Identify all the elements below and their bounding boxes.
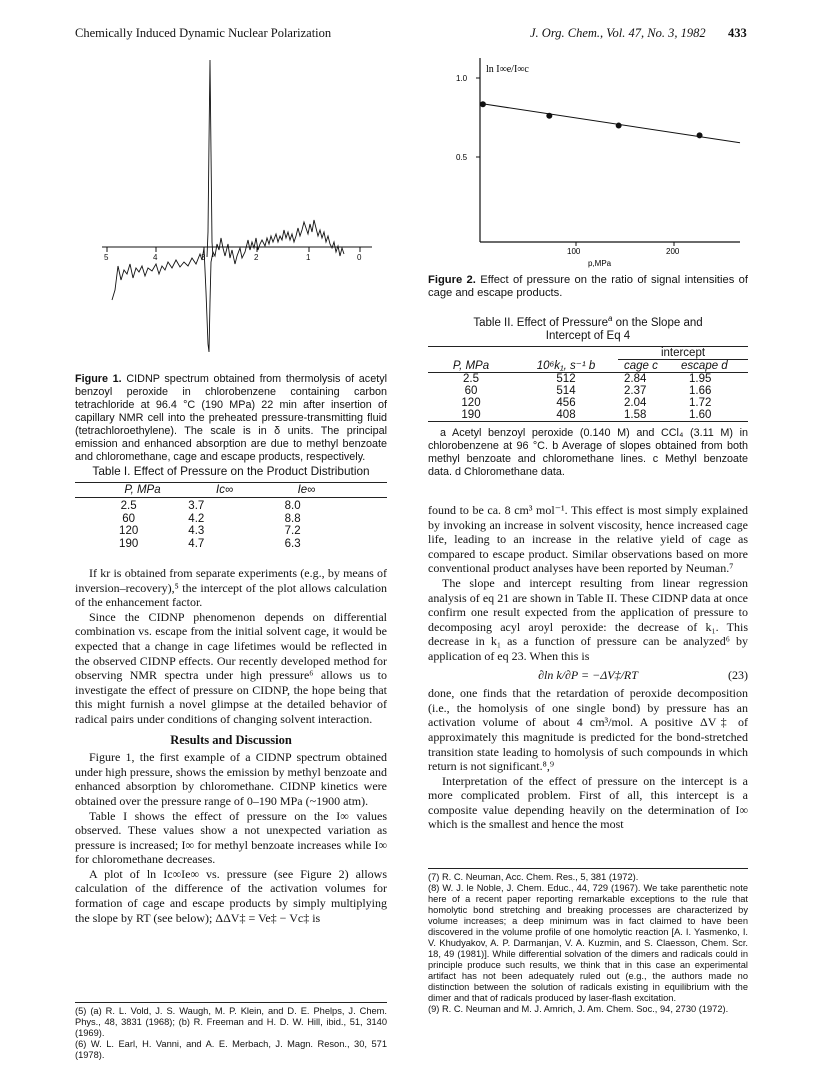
table1-title: Table I. Effect of Pressure on the Product Distribution [92,464,370,478]
figure1-emission-peak [207,60,213,257]
figure1-tick-label: 0 [357,253,362,262]
footnote: (7) R. C. Neuman, Acc. Chem. Res., 5, 381 (1972). [428,872,639,882]
figure1-ticks [107,247,360,252]
paragraph: The slope and intercept resulting from linear regression analysis of eq 21 are shown in Table II. These CIDNP data at once confirm one result expected from the application of pressure to decomposing acyl aroyl peroxide: the decrease of k₁. This decrease in k₁ as a function of pressure can be analyzed⁶ by application of eq 23. When this is [428,575,748,663]
figure2-ytick-label: 0.5 [456,153,468,162]
data-point [480,101,486,107]
footnote: (9) R. C. Neuman and M. J. Amrich, J. Am. Chem. Soc., 94, 2730 (1972). [428,1004,729,1014]
figure1-caption [75,373,387,464]
paragraph: done, one finds that the retardation of peroxide decomposition (i.e., the homolysis of one single bond) by pressure has an activation volume of about 4 cm³/mol. A positive ΔV‡ of approximately this magnitude is predicted for the bond-stretched transition state leading to homolysis of such compounds in which return is not significant.⁸,⁹ [428,686,748,774]
figure2-caption-text: Effect of pressure on the ratio of signal intensities of cage and escape products. [428,274,749,299]
paragraph: Interpretation of the effect of pressure on the intercept is a more complicated problem. First of all, this intercept is a composite value depending heavily on the determination of I∞ which is the smallest and hence the most [428,773,748,832]
table-row: 120 4.3 7.2 [119,525,301,537]
footnote: (6) W. L. Earl, H. Vanni, and A. E. Merbach, J. Magn. Reson., 30, 571 (1978). [75,1039,387,1060]
paragraph: Figure 1, the first example of a CIDNP spectrum obtained under high pressure, shows the emission by methyl benzoate and enhanced absorption by chloromethane. CIDNP kinetics were obtained over the pressure range of 0–190 MPa (~1900 atm). [75,750,387,808]
figure2-caption [428,274,748,300]
table2-header: 10⁶k₁, s⁻¹ b [536,359,596,372]
section-heading: Results and Discussion [170,732,292,747]
footnote-rule [75,1002,387,1003]
data-point [546,113,552,119]
figure1-tick-label: 4 [153,253,158,262]
figure2-chart [448,50,748,275]
table2-header: escape d [681,359,728,372]
page-number: 433 [728,26,747,40]
figure2-ytick-label: 1.0 [456,74,468,83]
footnote: (5) (a) R. L. Vold, J. S. Waugh, M. P. Klein, and D. E. Phelps, J. Chem. Phys., 48, 3831 (1968); (b) R. Freeman and H. D. W. Hill, ibid., 51, 3140 (1969). [75,1006,387,1038]
data-point [697,132,703,138]
right-column-text [428,503,748,832]
journal-citation: J. Org. Chem., Vol. 47, No. 3, 1982 [530,26,706,40]
table1 [75,464,387,550]
figure1-tick-label: 2 [254,253,259,262]
table-row: 120 456 2.04 1.72 [461,396,712,409]
table1-header: P, MPa [124,484,161,496]
paragraph: If kr is obtained from separate experiments (e.g., by means of inversion–recovery),⁵ the intercept of the plot allows calculation of the enhancement factor. [75,566,387,610]
table-row: 2.5 3.7 8.0 [120,500,301,512]
paragraph: A plot of ln Ic∞Ie∞ vs. pressure (see Figure 2) allows calculation of the difference of the activation volumes for formation of cage and escape products by simply multiplying the slope by RT (see below); ΔΔV‡ = Ve‡ − Vc‡ is [75,866,387,925]
figure2-xlabel: p,MPa [588,259,612,268]
table-row: 190 4.7 6.3 [119,537,301,550]
figure1-spectrum [90,52,380,372]
left-column-text [75,566,387,925]
right-footnotes [428,872,748,1015]
table1-body [75,500,375,550]
table2-header: P, MPa [452,359,490,372]
figure1-caption-label: Figure 1. [75,373,122,385]
figure1-trace [112,220,344,352]
figure1-tick-label: 5 [104,253,109,262]
figure1-tick-label: 3 [201,253,206,262]
table1-header: Ie∞ [297,484,316,496]
table1-header: Ic∞ [216,484,234,496]
figure1-caption-text: CIDNP spectrum obtained from thermolysis of acetyl benzoyl peroxide in chlorobenzene containing carbon tetrachloride at 96.4 °C (190 MPa) 22 min after insertion of capillary NMR cell into the preheated pressure-transmitting fluid (tetrachloroethylene). The scale is in δ units. The principal emission and enhanced absorption are due to methyl benzoate and chloromethane, cage and escape products, respectively. [75,373,387,463]
paragraph: Since the CIDNP phenomenon depends on differential combination vs. escape from the initial solvent cage, it would be expected that a change in cage lifetimes would be reflected in the observed CIDNP effects. Our recently developed method for observing NMR spectra under high pressure⁶ allows us to investigate the effect of pressure on CIDNP, the hope being that this might furnish a novel glimpse at the detailed behavior of radical pairs under conditions of changing solvent interaction. [75,609,387,726]
figure2-ylabel: ln I∞e/I∞c [486,64,529,75]
table2 [428,312,748,479]
figure2-caption-label: Figure 2. [428,274,476,286]
data-point [616,123,622,129]
table2-body [428,373,748,422]
table2-title: Table II. Effect of Pressure$^a$ on the Slope and Intercept of Eq 4 [473,314,703,342]
footnote: (8) W. J. le Noble, J. Chem. Educ., 44, 729 (1967). We take parenthetic note here of a recent paper reporting remarkable exceptions to the rule that homolytic bond stretching and breaking processes are characterized by volume increases; a deep minimum was in fact claimed to have been discovered in the volume profile of one homolytic reaction [A. I. Yasmenko, I. V. Khudyakov, A. P. Darmanjan, V. A. Kuzmin, and S. Claesson, Chem. Scr. 18, 49 (1981)]. While differential solvation of the dimers and radicals could in principle produce such results, we think that in this case an experimental artifact has not been adequately ruled out (e.g., the authors made no distinction between the solution of radicals existing in equilibrium with the dimer and that of radicals produced by laser-flash excitation. [428,883,748,1003]
table-row: 60 514 2.37 1.66 [464,384,712,397]
table2-notes: a Acetyl benzoyl peroxide (0.140 M) and CCl₄ (3.11 M) in chlorobenzene at 96 °C. b Average of slopes obtained from both methyl benzoate and chloromethane lines. c Methyl benzoate data. d Chloromethane data. [428,426,748,478]
table-row: 2.5 512 2.84 1.95 [463,372,712,385]
table-row: 190 408 1.58 1.60 [461,408,712,421]
table2-header: cage c [624,359,658,372]
table-row: 60 4.2 8.8 [122,512,301,525]
figure2-xtick-label: 100 [567,247,581,256]
paragraph: Table I shows the effect of pressure on the I∞ values observed. These values show a not unexpected variation as pressure is increased; I∞ for methyl benzoate increases while I∞ for chloromethane decreases. [75,808,387,867]
left-footnotes [75,1006,387,1061]
paragraph: found to be ca. 8 cm³ mol⁻¹. This effect is most simply explained by invoking an increase in solvent viscosity, hence increased cage life, leading to an increase in the relative yield of cage as compared to escape product. Similar observations based on more conventional product analyses have been reported by Neuman.⁷ [428,503,748,576]
figure2-xtick-label: 200 [666,247,680,256]
figure1-tick-label: 1 [306,253,311,262]
equation-23: ∂ln k/∂P = −ΔV‡/RT (23) [538,667,748,682]
table2-group-header: intercept [618,347,748,360]
footnote-rule [428,868,748,869]
running-title: Chemically Induced Dynamic Nuclear Polarization [75,26,332,40]
equation-number: (23) [728,667,748,682]
